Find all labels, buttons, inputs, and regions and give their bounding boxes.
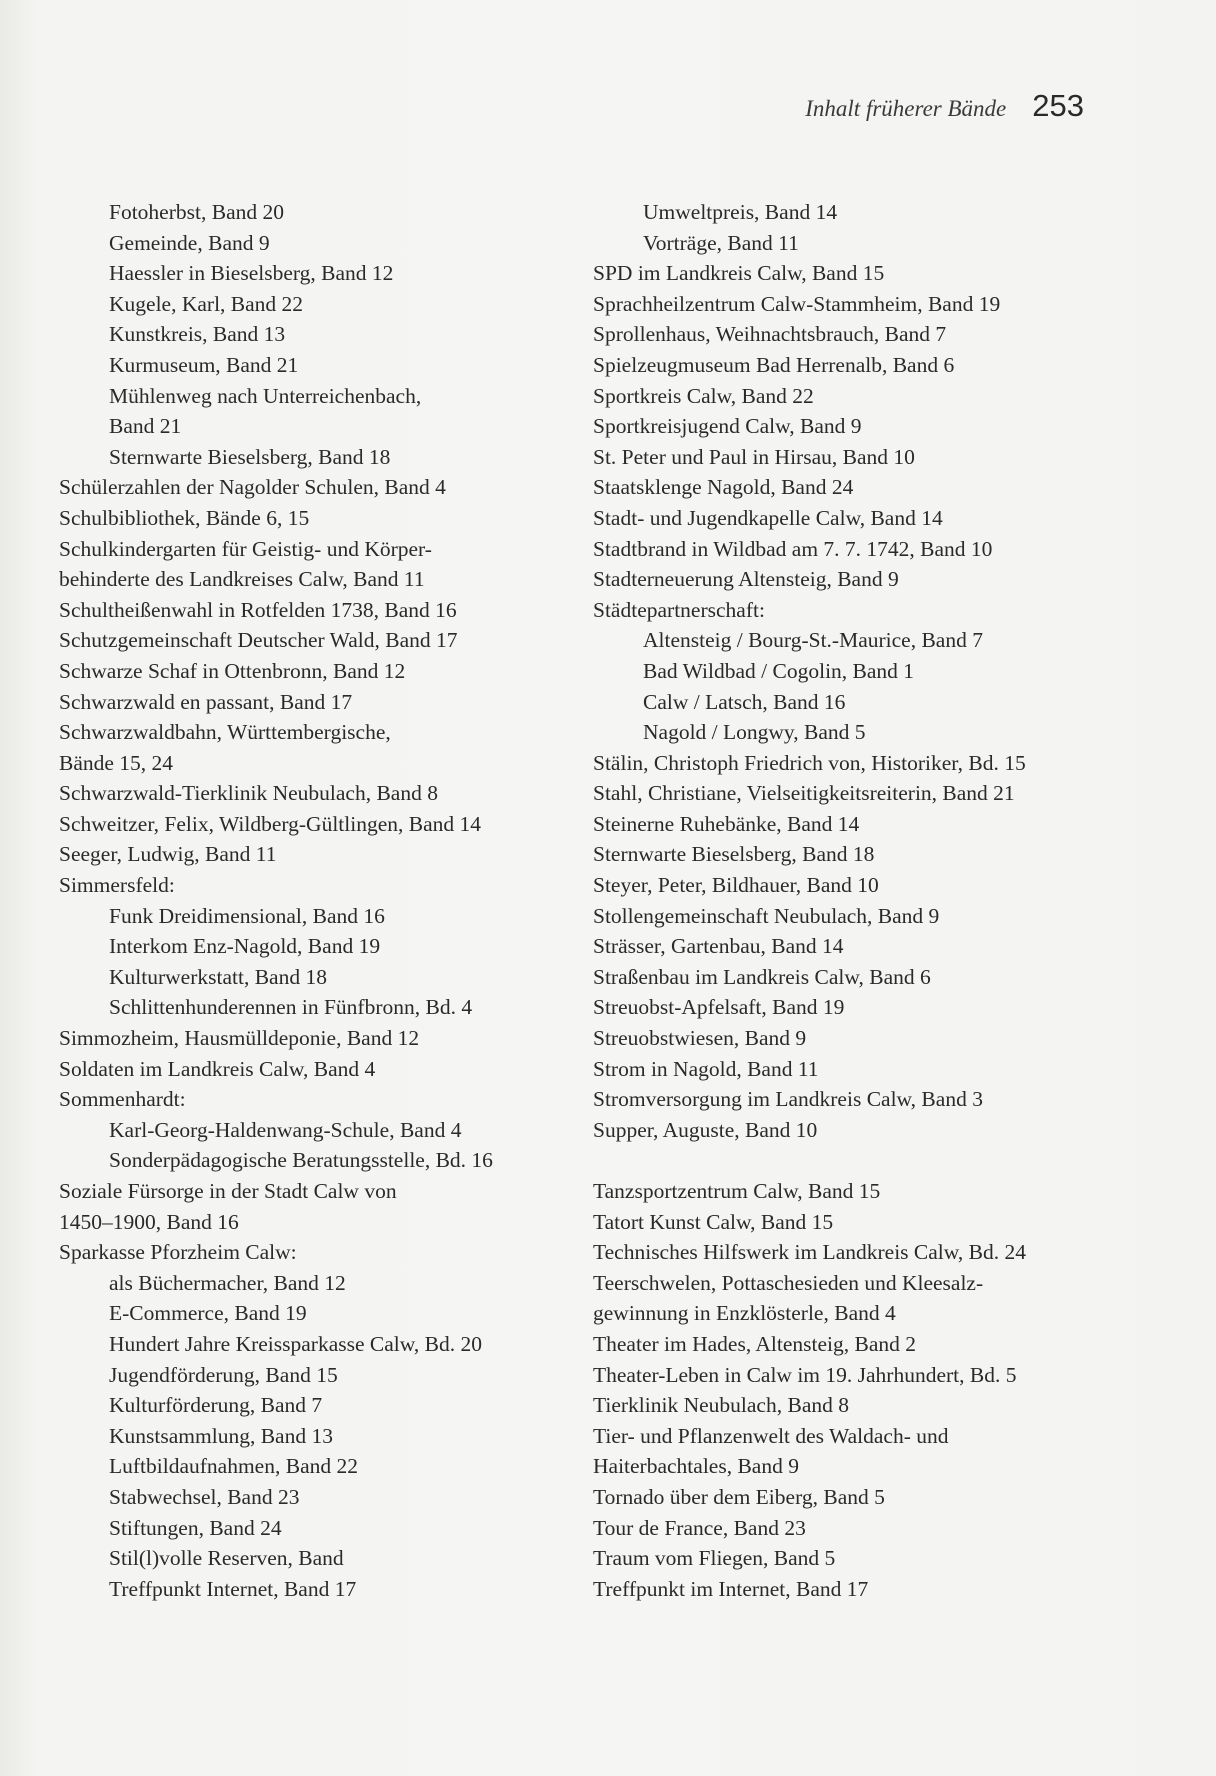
index-entry: Tour de France, Band 23 — [593, 1515, 806, 1540]
index-entry: Karl-Georg-Haldenwang-Schule, Band 4 — [109, 1117, 462, 1142]
index-entry: Mühlenweg nach Unterreichenbach, — [109, 383, 422, 408]
index-entry: Seeger, Ludwig, Band 11 — [59, 842, 277, 867]
index-entry: Bände 15, 24 — [59, 750, 174, 775]
index-entry: Sternwarte Bieselsberg, Band 18 — [593, 842, 875, 867]
index-entry: Treffpunkt im Internet, Band 17 — [593, 1576, 869, 1601]
index-entry: Haiterbachtales, Band 9 — [593, 1454, 799, 1479]
index-entry: Schlittenhunderennen in Fünfbronn, Bd. 4 — [109, 995, 473, 1020]
index-entry: Schulkindergarten für Geistig- und Körper- — [59, 536, 432, 561]
index-entry: Stahl, Christiane, Vielseitigkeitsreiterin, Band 21 — [593, 781, 1015, 806]
index-entry: Theater-Leben in Calw im 19. Jahrhundert, Bd. 5 — [593, 1362, 1017, 1387]
index-entry: Stälin, Christoph Friedrich von, Historiker, Bd. 15 — [593, 750, 1026, 775]
index-entry: Sonderpädagogische Beratungsstelle, Bd. 16 — [109, 1148, 493, 1173]
index-entry: Stabwechsel, Band 23 — [109, 1484, 300, 1509]
page-header — [805, 88, 1084, 124]
running-title: Inhalt früherer Bände — [805, 96, 1007, 121]
index-entry: Band 21 — [109, 414, 182, 439]
index-entry: gewinnung in Enzklösterle, Band 4 — [593, 1301, 896, 1326]
index-entry: Altensteig / Bourg-St.-Maurice, Band 7 — [643, 628, 983, 653]
index-entry: Sommenhardt: — [59, 1087, 186, 1112]
index-entry: Umweltpreis, Band 14 — [643, 200, 838, 224]
index-entry: Kulturwerkstatt, Band 18 — [109, 964, 327, 989]
index-entry: Schwarzwald en passant, Band 17 — [59, 689, 353, 714]
index-entry: Kulturförderung, Band 7 — [109, 1393, 323, 1418]
index-entry: Schulbibliothek, Bände 6, 15 — [59, 505, 310, 530]
right-index-column — [593, 197, 1113, 1604]
index-entry: Stollengemeinschaft Neubulach, Band 9 — [593, 903, 940, 928]
index-entry: Supper, Auguste, Band 10 — [593, 1117, 818, 1142]
index-entry: Kugele, Karl, Band 22 — [109, 291, 304, 316]
index-entry: Kunstkreis, Band 13 — [109, 322, 286, 347]
index-entry: Gemeinde, Band 9 — [109, 230, 270, 255]
index-entry: Stromversorgung im Landkreis Calw, Band 3 — [593, 1087, 983, 1112]
index-entry: Steinerne Ruhebänke, Band 14 — [593, 811, 860, 836]
index-entry: Tier- und Pflanzenwelt des Waldach- und — [593, 1423, 949, 1448]
index-entry: Hundert Jahre Kreissparkasse Calw, Bd. 20 — [109, 1331, 482, 1356]
index-entry: Funk Dreidimensional, Band 16 — [109, 903, 385, 928]
index-entry: Tierklinik Neubulach, Band 8 — [593, 1393, 849, 1418]
index-entry: Soziale Fürsorge in der Stadt Calw von — [59, 1179, 397, 1203]
index-entry: Straßenbau im Landkreis Calw, Band 6 — [593, 964, 931, 989]
index-entry: Streuobstwiesen, Band 9 — [593, 1026, 807, 1051]
index-entry: Simmersfeld: — [59, 873, 175, 898]
index-entry: Kunstsammlung, Band 13 — [109, 1423, 333, 1448]
index-entry: Kurmuseum, Band 21 — [109, 352, 299, 377]
index-entry: Sportkreisjugend Calw, Band 9 — [593, 414, 862, 439]
index-entry: Teerschwelen, Pottaschesieden und Kleesalz- — [593, 1270, 984, 1295]
index-entry: Vorträge, Band 11 — [643, 230, 799, 255]
index-entry: 1450–1900, Band 16 — [59, 1209, 239, 1234]
index-entry: Luftbildaufnahmen, Band 22 — [109, 1454, 358, 1479]
index-entry: Sprachheilzentrum Calw-Stammheim, Band 19 — [593, 291, 1001, 316]
index-entry: Strom in Nagold, Band 11 — [593, 1056, 819, 1081]
index-entry: Calw / Latsch, Band 16 — [643, 689, 846, 714]
index-entry: Sternwarte Bieselsberg, Band 18 — [109, 444, 391, 469]
index-entry: Schwarzwaldbahn, Württembergische, — [59, 720, 391, 745]
index-entry: Sparkasse Pforzheim Calw: — [59, 1240, 297, 1265]
index-entry: St. Peter und Paul in Hirsau, Band 10 — [593, 444, 915, 469]
index-entry: Bad Wildbad / Cogolin, Band 1 — [643, 658, 915, 683]
index-entry: Stadt- und Jugendkapelle Calw, Band 14 — [593, 505, 943, 530]
index-entry: Tanzsportzentrum Calw, Band 15 — [593, 1179, 881, 1203]
index-entry: Tornado über dem Eiberg, Band 5 — [593, 1484, 885, 1509]
index-entry: Jugendförderung, Band 15 — [109, 1362, 338, 1387]
index-entry: Technisches Hilfswerk im Landkreis Calw, Bd. 24 — [593, 1240, 1026, 1265]
index-entry: als Büchermacher, Band 12 — [109, 1270, 346, 1295]
index-entry: Schwarzwald-Tierklinik Neubulach, Band 8 — [59, 781, 438, 806]
index-entry: Sprollenhaus, Weihnachtsbrauch, Band 7 — [593, 322, 947, 347]
index-entry: Staatsklenge Nagold, Band 24 — [593, 475, 854, 500]
index-entry: Traum vom Fliegen, Band 5 — [593, 1546, 836, 1571]
index-entry: Interkom Enz-Nagold, Band 19 — [109, 934, 381, 959]
index-entry: Treffpunkt Internet, Band 17 — [109, 1576, 357, 1601]
index-entry: Schultheißenwahl in Rotfelden 1738, Band 16 — [59, 597, 457, 622]
index-entry: Schwarze Schaf in Ottenbronn, Band 12 — [59, 658, 406, 683]
index-entry: Schutzgemeinschaft Deutscher Wald, Band 17 — [59, 628, 458, 653]
index-entry: SPD im Landkreis Calw, Band 15 — [593, 261, 885, 286]
index-entry: Steyer, Peter, Bildhauer, Band 10 — [593, 873, 879, 898]
index-entry: Stil(l)volle Reserven, Band — [109, 1546, 344, 1571]
index-entry: Tatort Kunst Calw, Band 15 — [593, 1209, 834, 1234]
page-number: 253 — [1032, 88, 1084, 123]
index-entry: Haessler in Bieselsberg, Band 12 — [109, 261, 394, 286]
index-entry: Simmozheim, Hausmülldeponie, Band 12 — [59, 1026, 420, 1051]
index-entry: E-Commerce, Band 19 — [109, 1301, 307, 1326]
index-entry: Soldaten im Landkreis Calw, Band 4 — [59, 1056, 376, 1081]
index-entry: Sportkreis Calw, Band 22 — [593, 383, 814, 408]
index-entry: Streuobst-Apfelsaft, Band 19 — [593, 995, 845, 1020]
index-entry: Theater im Hades, Altensteig, Band 2 — [593, 1331, 917, 1356]
left-index-column — [59, 197, 559, 1604]
index-entry: Fotoherbst, Band 20 — [109, 200, 284, 224]
index-entry: behinderte des Landkreises Calw, Band 11 — [59, 567, 425, 592]
index-entry: Städtepartnerschaft: — [593, 597, 765, 622]
index-entry: Schweitzer, Felix, Wildberg-Gültlingen, Band 14 — [59, 811, 482, 836]
index-entry: Stadterneuerung Altensteig, Band 9 — [593, 567, 899, 592]
index-entry: Spielzeugmuseum Bad Herrenalb, Band 6 — [593, 352, 955, 377]
index-entry: Stiftungen, Band 24 — [109, 1515, 282, 1540]
index-entry: Nagold / Longwy, Band 5 — [643, 720, 866, 745]
index-entry: Strässer, Gartenbau, Band 14 — [593, 934, 844, 959]
index-entry: Schülerzahlen der Nagolder Schulen, Band 4 — [59, 475, 446, 500]
index-entry: Stadtbrand in Wildbad am 7. 7. 1742, Band 10 — [593, 536, 993, 561]
